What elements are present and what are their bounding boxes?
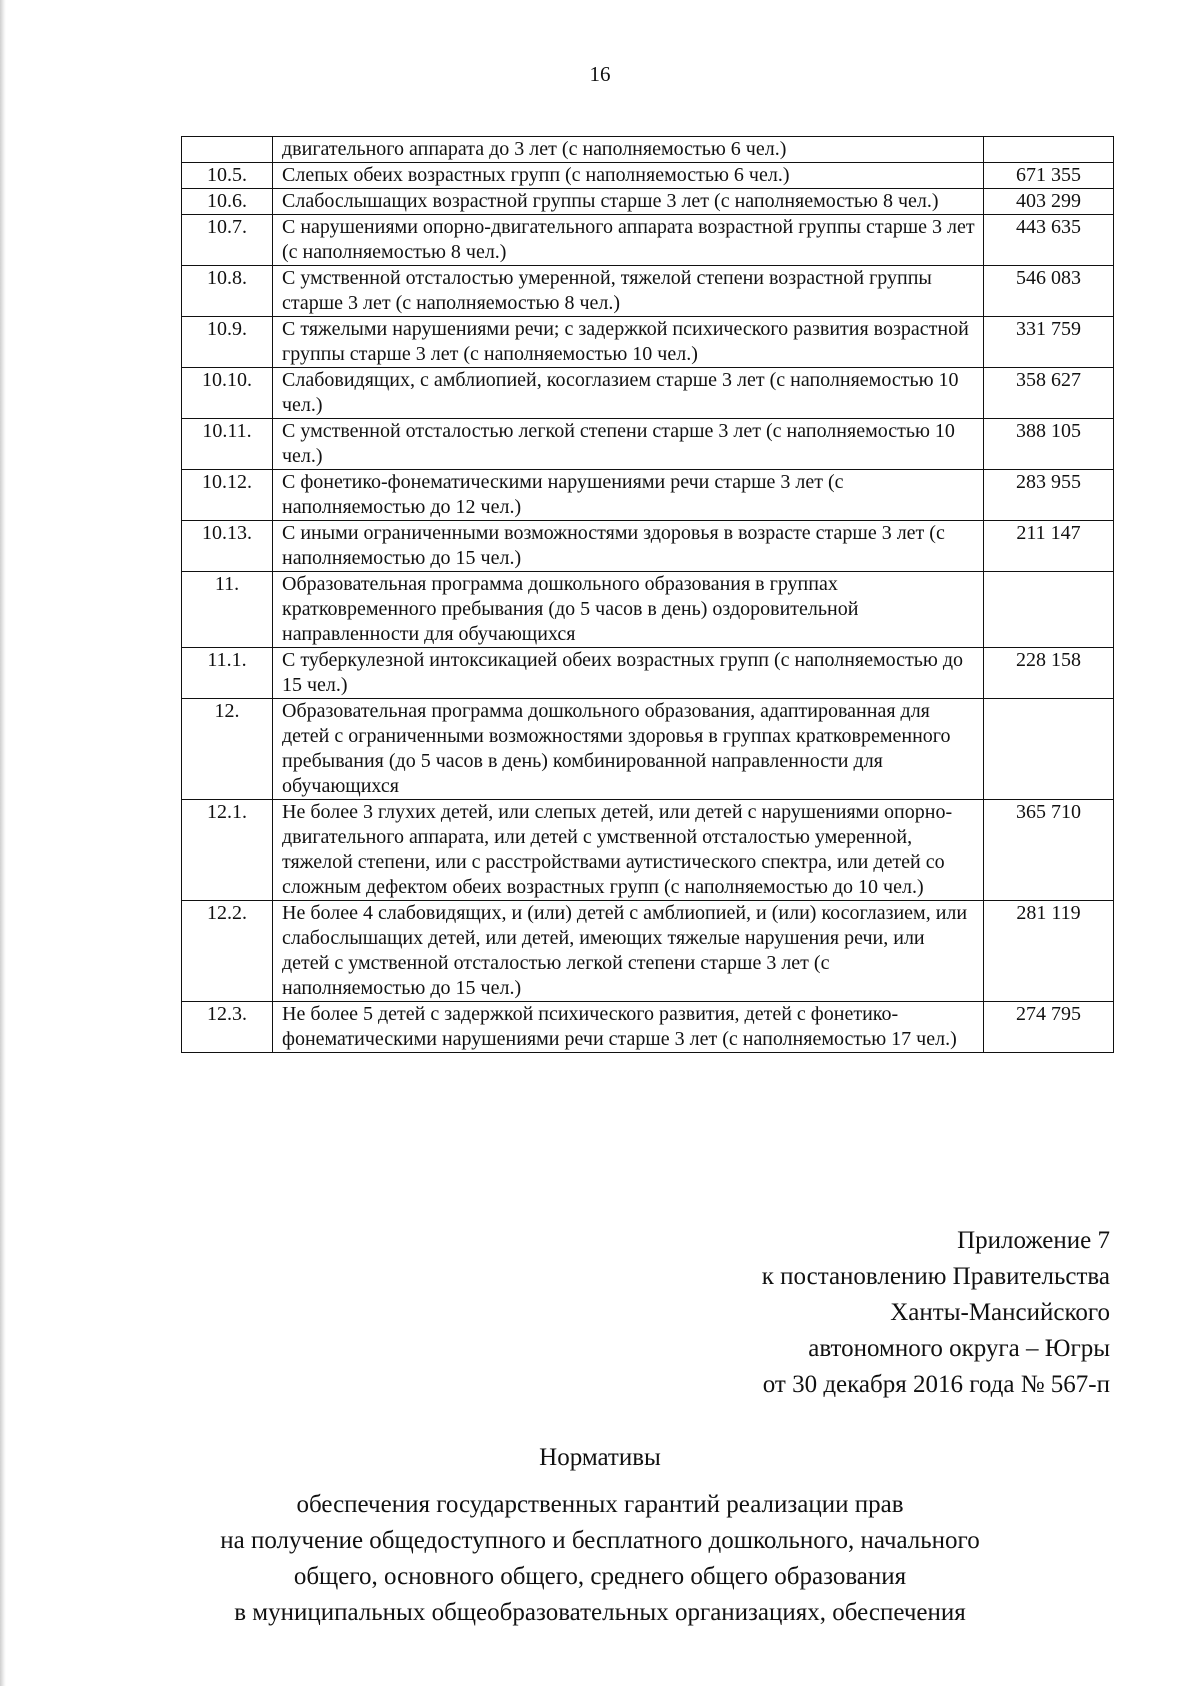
appendix-date: от 30 декабря 2016 года № 567-п	[762, 1371, 1110, 1398]
table-row	[182, 800, 1114, 901]
row-value	[984, 572, 1114, 648]
table-row	[182, 137, 1114, 163]
row-value	[984, 699, 1114, 800]
table-row	[182, 189, 1114, 215]
table-row	[182, 521, 1114, 572]
norms-table	[181, 136, 1114, 1053]
row-description: Слабослышащих возрастной группы старше 3 лет (с наполняемостью 8 чел.)	[273, 189, 984, 215]
table-row	[182, 215, 1114, 266]
row-description: С фонетико-фонематическими нарушениями речи старше 3 лет (с наполняемостью до 12 чел.)	[273, 470, 984, 521]
row-number: 10.12.	[182, 470, 273, 521]
row-number	[182, 137, 273, 163]
appendix-line: к постановлению Правительства	[761, 1263, 1110, 1290]
row-value: 228 158	[984, 648, 1114, 699]
row-number: 12.	[182, 699, 273, 800]
table-row	[182, 368, 1114, 419]
table-row	[182, 266, 1114, 317]
row-description: С нарушениями опорно-двигательного аппарата возрастной группы старше 3 лет (с наполняемостью 8 чел.)	[273, 215, 984, 266]
row-value: 443 635	[984, 215, 1114, 266]
page-number: 16	[589, 62, 611, 86]
table-row	[182, 1002, 1114, 1053]
row-value	[984, 137, 1114, 163]
row-number: 10.6.	[182, 189, 273, 215]
table-row	[182, 901, 1114, 1002]
row-value: 546 083	[984, 266, 1114, 317]
row-description: С иными ограниченными возможностями здоровья в возрасте старше 3 лет (с наполняемостью до 15 чел.)	[273, 521, 984, 572]
norms-subtitle-line: общего, основного общего, среднего общего образования	[293, 1563, 907, 1590]
appendix-title: Приложение 7	[957, 1227, 1110, 1254]
table-row	[182, 699, 1114, 800]
norms-table-body	[182, 137, 1114, 1053]
row-number: 10.11.	[182, 419, 273, 470]
row-value: 388 105	[984, 419, 1114, 470]
row-number: 12.3.	[182, 1002, 273, 1053]
appendix-header	[762, 1223, 1110, 1403]
scan-edge	[0, 0, 6, 1686]
table-row	[182, 317, 1114, 368]
row-description: Не более 3 глухих детей, или слепых детей, или детей с нарушениями опорно-двигательного аппарата, или детей с умственной отсталостью умеренной, тяжелой степени, или с расстройствами аутистического спектра, или детей со сложным дефектом обеих возрастных групп (с наполняемостью до 10 чел.)	[273, 800, 984, 901]
row-value: 365 710	[984, 800, 1114, 901]
row-description: Образовательная программа дошкольного образования, адаптированная для детей с ограниченными возможностями здоровья в группах кратковременного пребывания (до 5 часов в день) комбинированной направленности для обучающихся	[273, 699, 984, 800]
norms-subtitle-line: в муниципальных общеобразовательных организациях, обеспечения	[234, 1599, 966, 1626]
row-value: 281 119	[984, 901, 1114, 1002]
row-description: Не более 5 детей с задержкой психического развития, детей с фонетико-фонематическими нарушениями речи старше 3 лет (с наполняемостью 17 чел.)	[273, 1002, 984, 1053]
row-description: Образовательная программа дошкольного образования в группах кратковременного пребывания (до 5 часов в день) оздоровительной направленности для обучающихся	[273, 572, 984, 648]
row-number: 12.2.	[182, 901, 273, 1002]
row-value: 358 627	[984, 368, 1114, 419]
row-description: С умственной отсталостью легкой степени старше 3 лет (с наполняемостью 10 чел.)	[273, 419, 984, 470]
row-number: 10.13.	[182, 521, 273, 572]
row-description: С тяжелыми нарушениями речи; с задержкой психического развития возрастной группы старше 3 лет (с наполняемостью 10 чел.)	[273, 317, 984, 368]
row-value: 211 147	[984, 521, 1114, 572]
norms-subtitle	[0, 1487, 1200, 1631]
row-number: 10.10.	[182, 368, 273, 419]
row-number: 12.1.	[182, 800, 273, 901]
row-description: Слепых обеих возрастных групп (с наполняемостью 6 чел.)	[273, 163, 984, 189]
row-number: 10.9.	[182, 317, 273, 368]
row-description: двигательного аппарата до 3 лет (с наполняемостью 6 чел.)	[273, 137, 984, 163]
appendix-line: автономного округа – Югры	[808, 1335, 1110, 1362]
row-number: 10.8.	[182, 266, 273, 317]
row-number: 10.7.	[182, 215, 273, 266]
row-number: 11.	[182, 572, 273, 648]
norms-title: Нормативы	[539, 1444, 661, 1471]
table-row	[182, 470, 1114, 521]
row-value: 671 355	[984, 163, 1114, 189]
row-value: 274 795	[984, 1002, 1114, 1053]
table-row	[182, 572, 1114, 648]
table-row	[182, 419, 1114, 470]
row-description: С туберкулезной интоксикацией обеих возрастных групп (с наполняемостью до 15 чел.)	[273, 648, 984, 699]
row-description: С умственной отсталостью умеренной, тяжелой степени возрастной группы старше 3 лет (с наполняемостью 8 чел.)	[273, 266, 984, 317]
table-row	[182, 163, 1114, 189]
row-value: 403 299	[984, 189, 1114, 215]
norms-subtitle-line: обеспечения государственных гарантий реализации прав	[296, 1491, 904, 1518]
row-description: Слабовидящих, с амблиопией, косоглазием старше 3 лет (с наполняемостью 10 чел.)	[273, 368, 984, 419]
row-number: 10.5.	[182, 163, 273, 189]
row-number: 11.1.	[182, 648, 273, 699]
row-description: Не более 4 слабовидящих, и (или) детей с амблиопией, и (или) косоглазием, или слабослышащих детей, или детей, имеющих тяжелые нарушения речи, или детей с умственной отсталостью легкой степени старше 3 лет (с наполняемостью до 15 чел.)	[273, 901, 984, 1002]
row-value: 331 759	[984, 317, 1114, 368]
table-row	[182, 648, 1114, 699]
row-value: 283 955	[984, 470, 1114, 521]
norms-subtitle-line: на получение общедоступного и бесплатного дошкольного, начального	[220, 1527, 980, 1554]
appendix-line: Ханты-Мансийского	[890, 1299, 1110, 1326]
